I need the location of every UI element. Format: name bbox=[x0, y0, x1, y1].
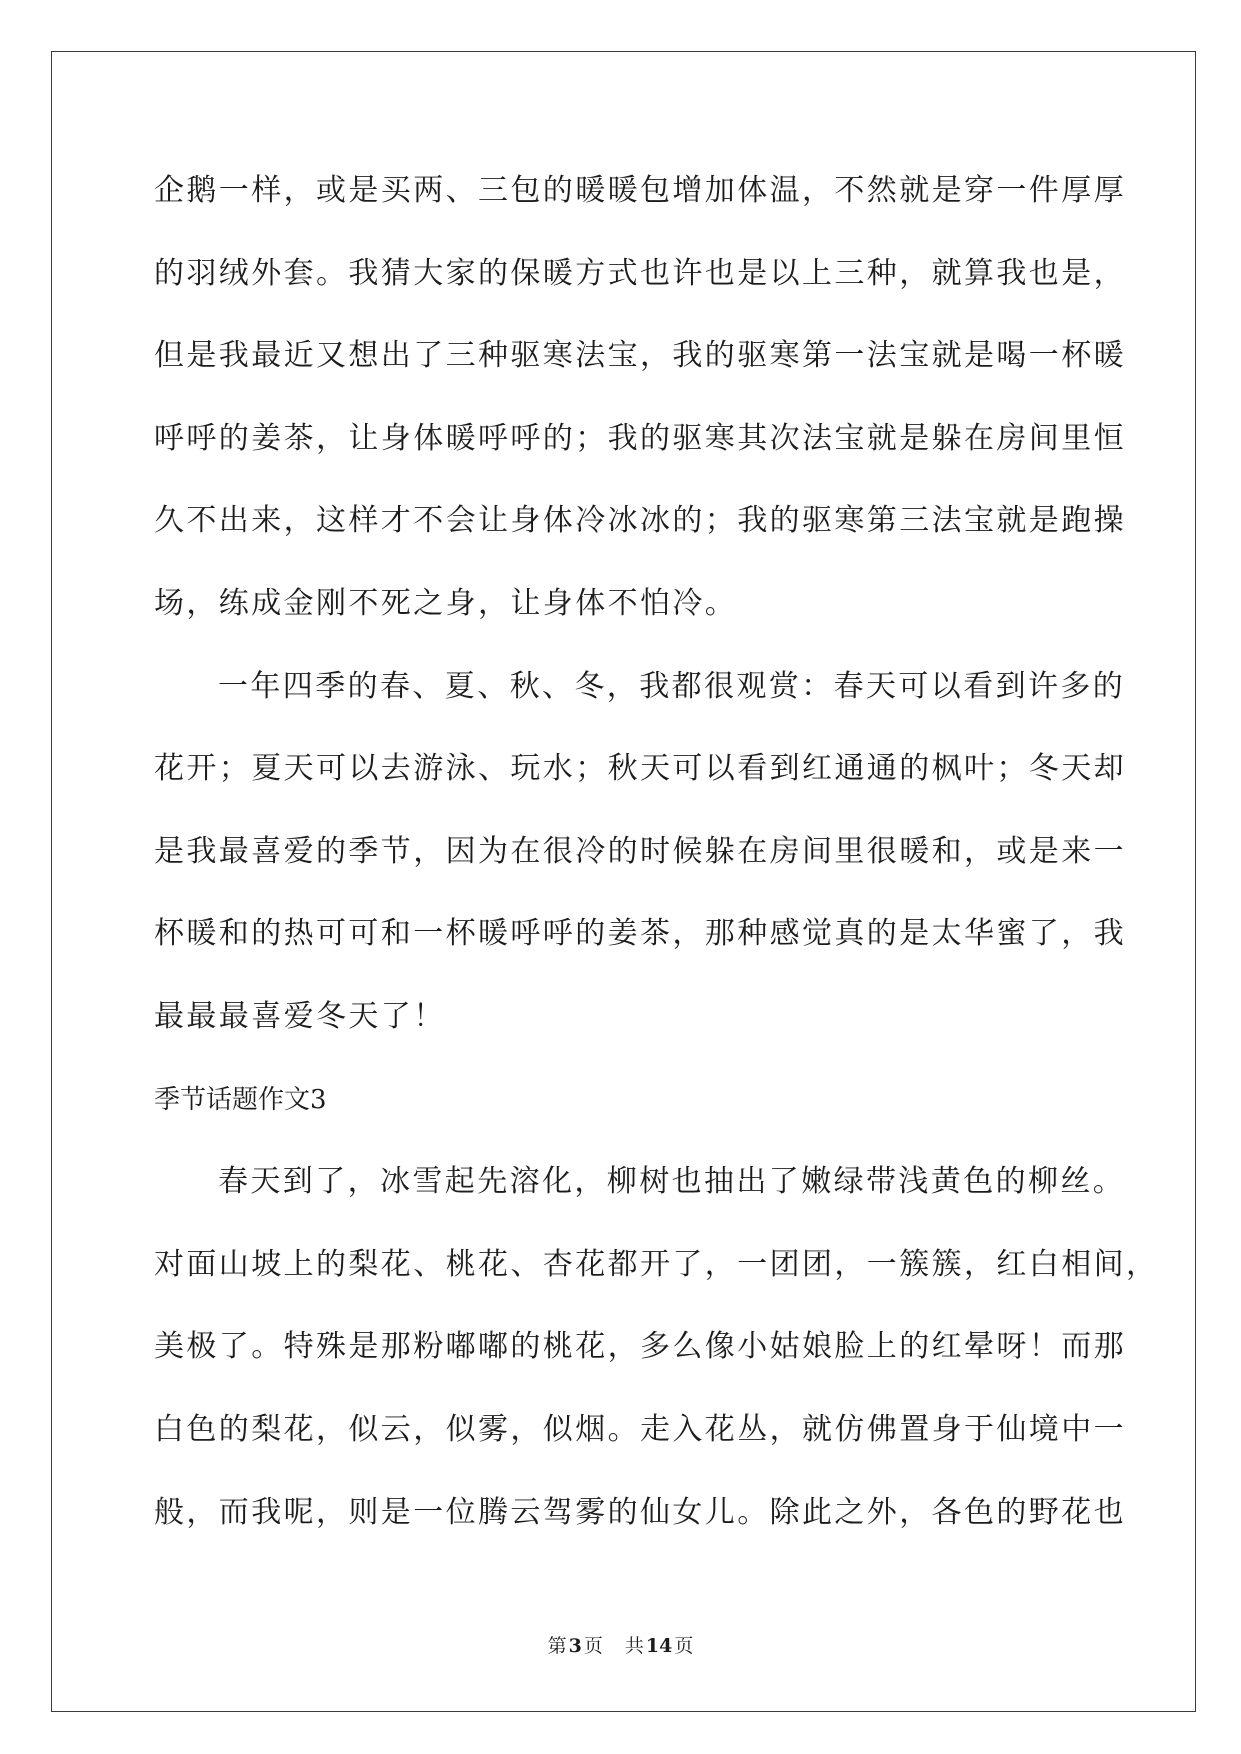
text-line: 白色的梨花，似云，似雾，似烟。走入花丛，就仿佛置身于仙境中一 bbox=[154, 1411, 1126, 1447]
text-line: 场，练成金刚不死之身，让身体不怕冷。 bbox=[154, 585, 738, 621]
text-line: 花开；夏天可以去游泳、玩水；秋天可以看到红通通的枫叶；冬天却 bbox=[154, 751, 1126, 787]
text-line: 般，而我呢，则是一位腾云驾雾的仙女儿。除此之外，各色的野花也 bbox=[154, 1494, 1126, 1530]
section-title: 季节话题作文3 bbox=[154, 1084, 327, 1115]
text-line: 对面山坡上的梨花、桃花、杏花都开了，一团团，一簇簇，红白相间， bbox=[154, 1246, 1159, 1282]
total-pages: 14 bbox=[645, 1635, 673, 1657]
paragraph bbox=[154, 150, 1184, 646]
text-line: 最最最喜爱冬天了！ bbox=[154, 998, 446, 1034]
text-line: 一年四季的春、夏、秋、冬，我都很观赏：春天可以看到许多的 bbox=[218, 668, 1126, 704]
paragraph bbox=[154, 646, 1184, 1059]
text-line: 久不出来，这样才不会让身体冷冰冰的；我的驱寒第三法宝就是跑操 bbox=[154, 503, 1126, 539]
page-number-suffix: 页 bbox=[583, 1635, 603, 1657]
page-number-prefix: 第 bbox=[547, 1635, 567, 1657]
total-pages-suffix: 页 bbox=[674, 1635, 694, 1657]
text-line: 企鹅一样，或是买两、三包的暖暖包增加体温，不然就是穿一件厚厚 bbox=[154, 173, 1126, 208]
page-footer bbox=[0, 1634, 1241, 1658]
text-line: 呼呼的姜茶，让身体暖呼呼的；我的驱寒其次法宝就是躲在房间里恒 bbox=[154, 420, 1126, 456]
text-line: 杯暖和的热可可和一杯暖呼呼的姜茶，那种感觉真的是太华蜜了，我 bbox=[154, 916, 1126, 952]
text-line: 但是我最近又想出了三种驱寒法宝，我的驱寒第一法宝就是喝一杯暖 bbox=[154, 338, 1126, 374]
total-pages-prefix: 共 bbox=[624, 1635, 644, 1657]
text-line: 美极了。特殊是那粉嘟嘟的桃花，多么像小姑娘脸上的红晕呀！而那 bbox=[154, 1329, 1126, 1365]
text-line: 的羽绒外套。我猜大家的保暖方式也许也是以上三种，就算我也是， bbox=[154, 255, 1126, 291]
paragraph bbox=[154, 1141, 1184, 1554]
page-content bbox=[154, 150, 1184, 1554]
text-line: 是我最喜爱的季节，因为在很冷的时候躲在房间里很暖和，或是来一 bbox=[154, 833, 1126, 869]
text-line: 春天到了，冰雪起先溶化，柳树也抽出了嫩绿带浅黄色的柳丝。 bbox=[218, 1164, 1126, 1200]
page-number: 3 bbox=[568, 1635, 582, 1657]
